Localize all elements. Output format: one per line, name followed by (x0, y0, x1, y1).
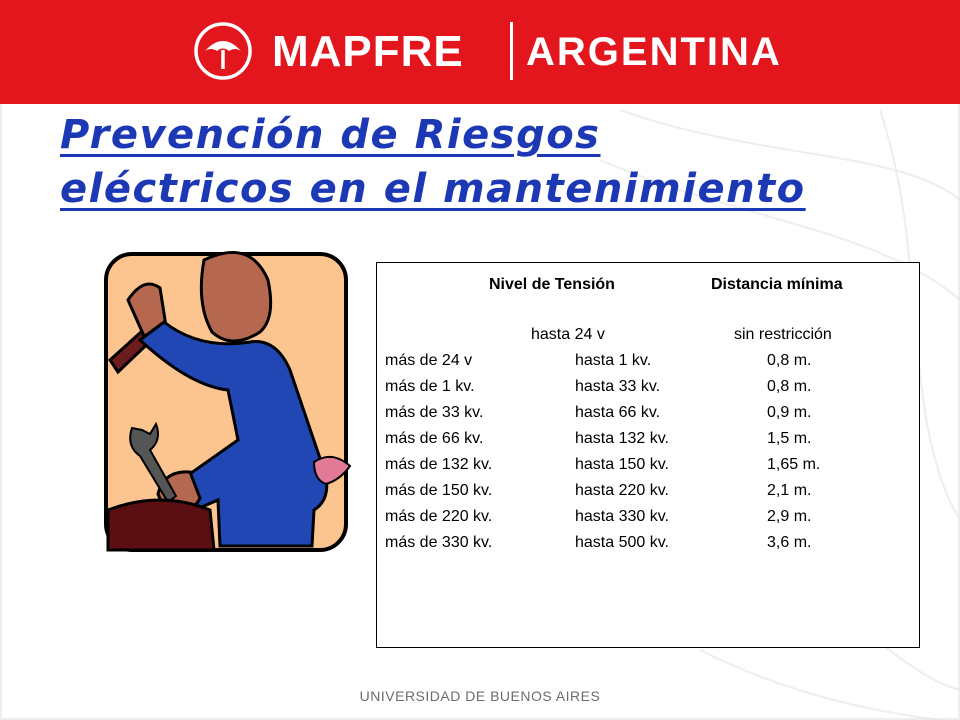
voltage-distance-table (376, 262, 920, 648)
footer-university: UNIVERSIDAD DE BUENOS AIRES (359, 688, 601, 704)
row-voltage-to: hasta 220 kv. (575, 482, 669, 499)
title-line-2: eléctricos en el mantenimiento (60, 166, 806, 212)
row-voltage-from: más de 33 kv. (385, 404, 484, 421)
brand-header (0, 0, 960, 104)
row-voltage-to: hasta 330 kv. (575, 508, 669, 525)
worker-with-wrench-icon (100, 240, 356, 560)
row-distance: 0,9 m. (767, 404, 812, 421)
column-header-distance: Distancia mínima (711, 276, 843, 293)
column-header-voltage: Nivel de Tensión (489, 276, 615, 293)
row-voltage-from: más de 132 kv. (385, 456, 493, 473)
row-voltage-to: hasta 150 kv. (575, 456, 669, 473)
mapfre-emblem-icon (193, 21, 253, 81)
row-voltage-to: hasta 1 kv. (575, 352, 652, 369)
row-distance: 2,9 m. (767, 508, 812, 525)
row-voltage-from: más de 330 kv. (385, 534, 493, 551)
title-line-1: Prevención de Riesgos (60, 112, 601, 158)
row-voltage-from: más de 220 kv. (385, 508, 493, 525)
row-voltage-to: hasta 33 kv. (575, 378, 661, 395)
row-voltage-to: hasta 500 kv. (575, 534, 669, 551)
row-voltage-from: más de 66 kv. (385, 430, 484, 447)
row-distance: 2,1 m. (767, 482, 812, 499)
row-voltage-to: hasta 132 kv. (575, 430, 669, 447)
brand-country: ARGENTINA (526, 30, 782, 74)
row-voltage-from: más de 150 kv. (385, 482, 493, 499)
brand-separator (510, 22, 513, 80)
row-voltage-from: más de 1 kv. (385, 378, 475, 395)
row-voltage-to: hasta 66 kv. (575, 404, 661, 421)
row-distance: 0,8 m. (767, 352, 812, 369)
row-distance: 1,5 m. (767, 430, 812, 447)
first-row-distance: sin restricción (734, 326, 832, 343)
row-distance: 3,6 m. (767, 534, 812, 551)
page-title (60, 108, 920, 216)
brand-name: MAPFRE (272, 27, 464, 76)
row-voltage-from: más de 24 v (385, 352, 473, 369)
first-row-level: hasta 24 v (531, 326, 605, 343)
row-distance: 0,8 m. (767, 378, 812, 395)
row-distance: 1,65 m. (767, 456, 821, 473)
